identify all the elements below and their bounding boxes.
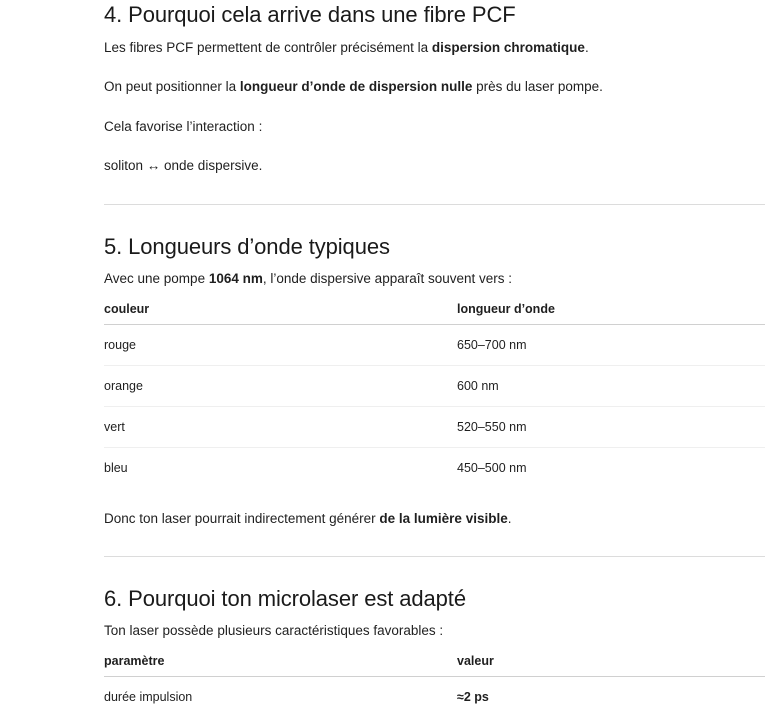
section-5-outro xyxy=(104,510,511,528)
table-row xyxy=(104,407,765,448)
table-cell: orange xyxy=(104,366,457,407)
wavelength-table xyxy=(104,294,765,488)
text-span: . xyxy=(585,40,589,55)
table-header-row xyxy=(104,294,765,325)
text-span: . xyxy=(508,511,512,526)
table-cell: 600 nm xyxy=(457,366,765,407)
table-cell: ≈2 ps xyxy=(457,677,765,717)
text-span: Les fibres PCF permettent de contrôler précisément la xyxy=(104,40,432,55)
section-4-paragraph-4: soliton ↔ onde dispersive. xyxy=(104,157,262,175)
column-header-value: valeur xyxy=(457,646,765,677)
column-header-parameter: paramètre xyxy=(104,646,457,677)
section-4-paragraph-2 xyxy=(104,78,603,96)
text-span: près du laser pompe. xyxy=(472,79,603,94)
table-header-row xyxy=(104,646,765,677)
bold-text: 1064 nm xyxy=(209,271,263,286)
table-row xyxy=(104,677,765,717)
table-row xyxy=(104,325,765,366)
bold-text: de la lumière visible xyxy=(379,511,507,526)
table-cell: 650–700 nm xyxy=(457,325,765,366)
parameters-table xyxy=(104,646,765,717)
table-row xyxy=(104,366,765,407)
section-4-paragraph-1 xyxy=(104,39,589,57)
section-6-intro: Ton laser possède plusieurs caractéristiques favorables : xyxy=(104,622,443,640)
text-span: Avec une pompe xyxy=(104,271,209,286)
section-divider xyxy=(104,204,765,205)
column-header-wavelength: longueur d’onde xyxy=(457,294,765,325)
table-cell: durée impulsion xyxy=(104,677,457,717)
section-5-intro xyxy=(104,270,512,288)
section-4-paragraph-3: Cela favorise l’interaction : xyxy=(104,118,262,136)
bold-text: dispersion chromatique xyxy=(432,40,585,55)
text-span: On peut positionner la xyxy=(104,79,240,94)
table-cell: bleu xyxy=(104,448,457,489)
table-cell: vert xyxy=(104,407,457,448)
section-6-heading: 6. Pourquoi ton microlaser est adapté xyxy=(104,586,466,612)
table-cell: 520–550 nm xyxy=(457,407,765,448)
column-header-color: couleur xyxy=(104,294,457,325)
table-cell: 450–500 nm xyxy=(457,448,765,489)
bold-text: longueur d’onde de dispersion nulle xyxy=(240,79,473,94)
text-span: , l’onde dispersive apparaît souvent vers : xyxy=(263,271,512,286)
section-divider xyxy=(104,556,765,557)
text-span: Donc ton laser pourrait indirectement générer xyxy=(104,511,379,526)
section-4-heading: 4. Pourquoi cela arrive dans une fibre PCF xyxy=(104,2,516,28)
table-cell: rouge xyxy=(104,325,457,366)
table-row xyxy=(104,448,765,489)
section-5-heading: 5. Longueurs d’onde typiques xyxy=(104,234,390,260)
